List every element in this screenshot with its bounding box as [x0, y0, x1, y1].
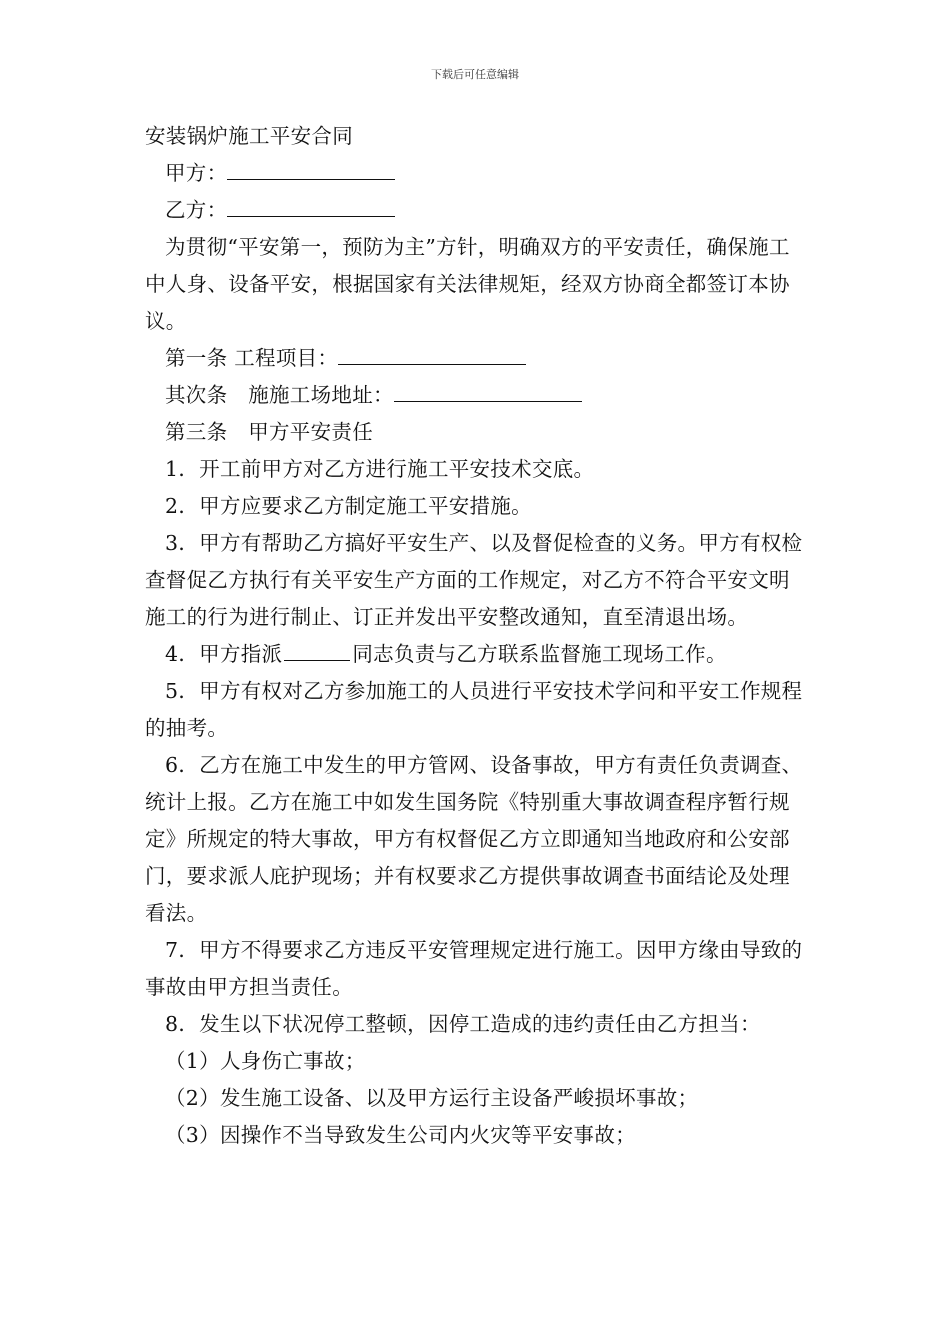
article-3-heading: 第三条 甲方平安责任 — [165, 420, 373, 444]
clause-6: 6．乙方在施工中发生的甲方管网、设备事故，甲方有责任负责调查、统计上报。乙方在施工中如发生国务院《特别重大事故调查程序暂行规定》所规定的特大事故，甲方有权督促乙方立即通知当地政府和公安部门，要求派人庇护现场；并有权要求乙方提供事故调查书面结论及处理看法。 — [145, 753, 803, 925]
party-b-blank — [227, 192, 395, 217]
party-a-blank — [227, 155, 395, 180]
document-title: 安装锅炉施工平安合同 — [145, 124, 353, 148]
party-b-line — [145, 192, 810, 229]
clause-5: 5．甲方有权对乙方参加施工的人员进行平安技术学问和平安工作规程的抽考。 — [145, 679, 803, 740]
sub-clause-1: （1）人身伤亡事故； — [165, 1049, 366, 1073]
project-blank — [338, 340, 526, 365]
clause-3: 3．甲方有帮助乙方搞好平安生产、以及督促检查的义务。甲方有权检查督促乙方执行有关平安生产方面的工作规定，对乙方不符合平安文明施工的行为进行制止、订正并发出平安整改通知，直至清退出场。 — [145, 531, 803, 629]
liaison-name-blank — [284, 636, 350, 661]
article-1-label: 第一条 工程项目： — [165, 346, 339, 370]
sub-clause-2: （2）发生施工设备、以及甲方运行主设备严峻损坏事故； — [165, 1086, 699, 1110]
clause-4-after: 同志负责与乙方联系监督施工现场工作。 — [352, 642, 727, 666]
party-a-line — [145, 155, 810, 192]
article-1-line — [145, 340, 810, 377]
address-blank — [394, 377, 582, 402]
party-b-label: 乙方： — [165, 198, 228, 222]
clause-7: 7．甲方不得要求乙方违反平安管理规定进行施工。因甲方缘由导致的事故由甲方担当责任。 — [145, 938, 803, 999]
page-header: 下载后可任意编辑 — [431, 68, 519, 81]
clause-8: 8．发生以下状况停工整顿，因停工造成的违约责任由乙方担当： — [165, 1012, 761, 1036]
sub-clause-3: （3）因操作不当导致发生公司内火灾等平安事故； — [165, 1123, 636, 1147]
preamble-paragraph: 为贯彻“平安第一，预防为主”方针，明确双方的平安责任，确保施工中人身、设备平安，根据国家有关法律规矩，经双方协商全都签订本协议。 — [145, 235, 790, 333]
article-2-label: 其次条 施施工场地址： — [165, 383, 394, 407]
clause-1: 1．开工前甲方对乙方进行施工平安技术交底。 — [165, 457, 595, 481]
party-a-label: 甲方： — [165, 161, 228, 185]
article-2-line — [145, 377, 810, 414]
clause-4-before: 4．甲方指派 — [165, 642, 283, 666]
clause-2: 2．甲方应要求乙方制定施工平安措施。 — [165, 494, 532, 518]
clause-4 — [145, 636, 810, 673]
document-body — [145, 118, 810, 1154]
